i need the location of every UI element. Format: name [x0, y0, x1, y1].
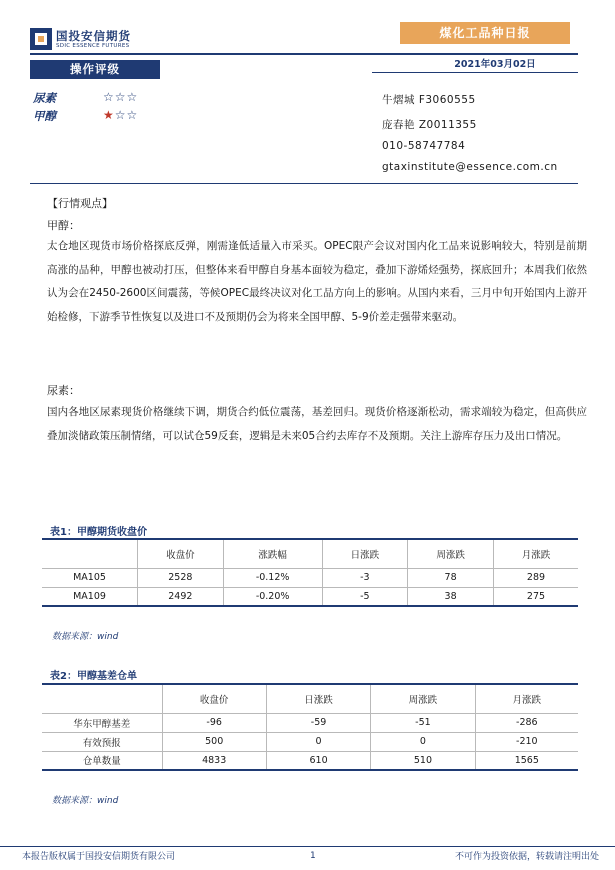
rating-row-methanol [33, 108, 163, 124]
analyst-email[interactable]: gtaxinstitute@essence.com.cn [382, 161, 558, 173]
urea-title: 尿素： [47, 384, 80, 397]
table-row [42, 751, 578, 770]
company-logo [30, 26, 160, 52]
analyst-1: 牛熠城 F3060555 [382, 94, 476, 106]
methanol-futures-table [42, 540, 578, 607]
table-header-row [42, 540, 578, 568]
logo-english-name: SDIC ESSENCE FUTURES [56, 43, 130, 49]
table-row [42, 713, 578, 732]
analyst-2: 庞春艳 Z0011355 [382, 119, 477, 131]
table-header-cell: 月涨跌 [493, 540, 578, 568]
rating-product-name: 尿素 [33, 91, 56, 105]
table-header-cell: 收盘价 [162, 685, 266, 713]
table-cell: MA105 [42, 568, 138, 587]
table-header-cell: 周涨跌 [408, 540, 494, 568]
rating-stars [103, 108, 138, 122]
section-divider [30, 183, 578, 184]
report-type-banner: 煤化工品种日报 [400, 22, 570, 44]
page-number: 1 [310, 851, 316, 861]
table-cell: 610 [266, 751, 370, 770]
methanol-analysis: 太仓地区现货市场价格探底反弹，刚需逢低适量入市采买。OPEC限产会议对国内化工品来说影响较大，特别是前期高涨的品种，甲醇也被动打压，但整体来看甲醇自身基本面较为稳定，叠加下游烯烃强势，探底回升；本周我们依然认为会在2450-2600区间震荡，等候OPEC最终决议对化工品方向上的影响。从国内来看，三月中旬开始国内上游开始检修，下游季节性恢复以及进口不及预期仍会为将来全国甲醇、5-9价差走强带来驱动。 [47, 240, 587, 323]
viewpoints-heading: 【行情观点】 [47, 197, 113, 210]
table-header-cell: 日涨跌 [322, 540, 408, 568]
date-underline [372, 72, 578, 73]
table-cell: 0 [266, 732, 370, 751]
table-cell: 2492 [138, 587, 224, 606]
rating-banner: 操作评级 [30, 60, 160, 79]
logo-chinese-name: 国投安信期货 [56, 29, 131, 43]
star-empty-icon: ☆☆☆ [103, 90, 139, 104]
table1-source: 数据来源：wind [52, 632, 119, 642]
table-header-cell: 日涨跌 [266, 685, 370, 713]
urea-analysis: 国内各地区尿素现货价格继续下调，期货合约低位震荡，基差回归。现货价格逐渐松动，需求端较为稳定，但高供应叠加淡储政策压制情绪，可以试仓59反套，逻辑是未来05合约去库存不及预期。关注上游库存压力及出口情况。 [47, 406, 587, 442]
methanol-basis-warrant-table [42, 685, 578, 771]
table2-caption: 表2：甲醇基差仓单 [50, 671, 137, 682]
company-logo-icon [30, 28, 52, 50]
table-cell: -0.20% [223, 587, 322, 606]
table-cell: 38 [408, 587, 494, 606]
table-cell: 275 [493, 587, 578, 606]
table-cell: -3 [322, 568, 408, 587]
star-filled-icon: ★ [103, 108, 115, 122]
footer-disclaimer: 不可作为投资依据，转载请注明出处 [455, 852, 600, 862]
star-empty-icon: ☆☆ [114, 108, 139, 122]
footer-copyright: 本报告版权属于国投安信期货有限公司 [22, 852, 176, 862]
table-cell: 510 [371, 751, 475, 770]
methanol-title: 甲醇： [47, 219, 80, 232]
table-cell: 78 [408, 568, 494, 587]
table-cell: 289 [493, 568, 578, 587]
rating-row-urea [33, 90, 163, 106]
table-cell: 500 [162, 732, 266, 751]
table-header-row [42, 685, 578, 713]
table-cell: -51 [371, 713, 475, 732]
table1-caption: 表1：甲醇期货收盘价 [50, 527, 147, 538]
analyst-phone: 010-58747784 [382, 140, 466, 152]
table-cell: -0.12% [223, 568, 322, 587]
table-header-cell [42, 685, 162, 713]
table-cell: 1565 [475, 751, 578, 770]
table-cell: 0 [371, 732, 475, 751]
table-cell: 2528 [138, 568, 224, 587]
table-cell: 4833 [162, 751, 266, 770]
table-header-cell: 涨跌幅 [223, 540, 322, 568]
header-rule [30, 53, 578, 55]
table2-source: 数据来源：wind [52, 796, 119, 806]
table-header-cell: 月涨跌 [475, 685, 578, 713]
table-header-cell [42, 540, 138, 568]
table-cell: -210 [475, 732, 578, 751]
table-cell: -59 [266, 713, 370, 732]
table-cell: -286 [475, 713, 578, 732]
rating-product-name: 甲醇 [33, 109, 56, 123]
table-cell: -96 [162, 713, 266, 732]
table-row [42, 732, 578, 751]
table-row [42, 587, 578, 606]
table-header-cell: 收盘价 [138, 540, 224, 568]
table-header-cell: 周涨跌 [371, 685, 475, 713]
report-date: 2021年03月02日 [454, 59, 536, 70]
table-cell: 仓单数量 [42, 751, 162, 770]
table-cell: MA109 [42, 587, 138, 606]
table-cell: 有效预报 [42, 732, 162, 751]
table-row [42, 568, 578, 587]
table-cell: 华东甲醇基差 [42, 713, 162, 732]
footer-rule [0, 846, 615, 847]
table-cell: -5 [322, 587, 408, 606]
rating-stars [103, 90, 138, 104]
